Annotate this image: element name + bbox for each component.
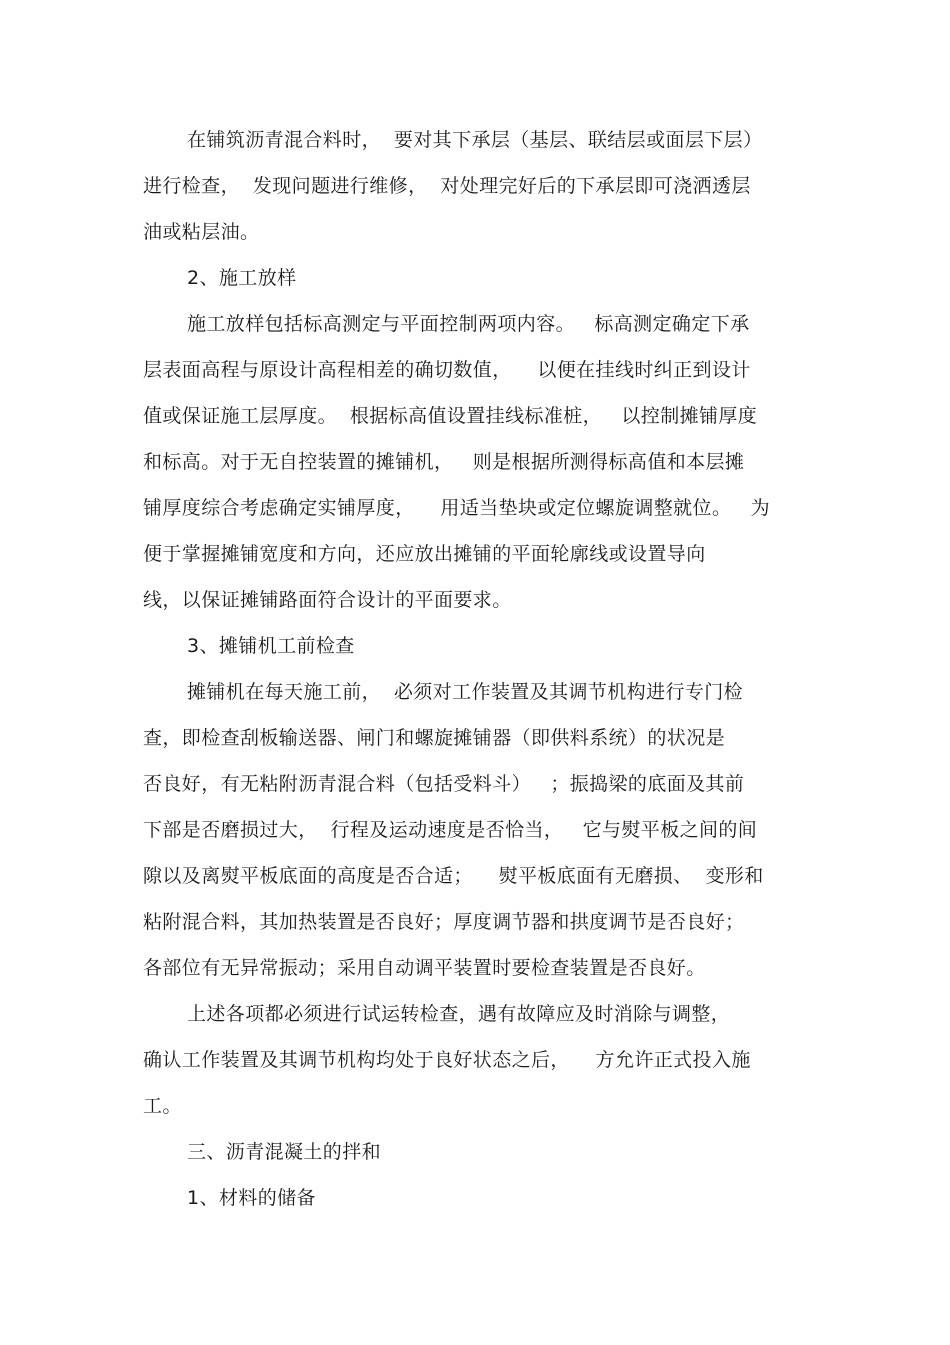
paragraph-line: 确认工作装置及其调节机构均处于良好状态之后， 方允许正式投入施 — [143, 1049, 751, 1071]
paragraph-line: 和标高。对于无自控装置的摊铺机， 则是根据所测得标高值和本层摊 — [143, 451, 745, 473]
paragraph-line: 各部位有无异常振动；采用自动调平装置时要检查装置是否良好。 — [143, 957, 706, 979]
paragraph-line: 在铺筑沥青混合料时， 要对其下承层（基层、联结层或面层下层） — [187, 129, 763, 151]
paragraph-line: 值或保证施工层厚度。 根据标高值设置挂线标准桩， 以控制摊铺厚度 — [143, 405, 758, 427]
paragraph-line: 粘附混合料，其加热装置是否良好；厚度调节器和拱度调节是否良好； — [143, 911, 745, 933]
paragraph-line: 上述各项都必须进行试运转检查，遇有故障应及时消除与调整， — [187, 1003, 731, 1025]
paragraph-line: 进行检查， 发现问题进行维修， 对处理完好后的下承层即可浇洒透层 — [143, 175, 751, 197]
section-heading: 3、摊铺机工前检查 — [187, 635, 355, 657]
section-heading: 1、材料的储备 — [187, 1187, 316, 1209]
paragraph-line: 摊铺机在每天施工前， 必须对工作装置及其调节机构进行专门检 — [187, 681, 744, 703]
section-heading: 2、施工放样 — [187, 267, 297, 289]
paragraph-line: 层表面高程与原设计高程相差的确切数值， 以便在挂线时纠正到设计 — [143, 359, 751, 381]
paragraph-line: 否良好，有无粘附沥青混合料（包括受料斗） ；振捣梁的底面及其前 — [143, 773, 745, 795]
section-heading: 三、沥青混凝土的拌和 — [187, 1141, 382, 1163]
paragraph-line: 查，即检查刮板输送器、闸门和螺旋摊铺器（即供料系统）的状况是 — [143, 727, 726, 749]
paragraph-line: 下部是否磨损过大， 行程及运动速度是否恰当， 它与熨平板之间的间 — [143, 819, 758, 841]
paragraph-line: 铺厚度综合考虑确定实铺厚度， 用适当垫块或定位螺旋调整就位。 为 — [143, 497, 771, 519]
paragraph-line: 线，以保证摊铺路面符合设计的平面要求。 — [143, 589, 512, 611]
paragraph-line: 油或粘层油。 — [143, 221, 260, 243]
paragraph-line: 施工放样包括标高测定与平面控制两项内容。 标高测定确定下承 — [187, 313, 750, 335]
paragraph-line: 便于掌握摊铺宽度和方向，还应放出摊铺的平面轮廓线或设置导向 — [143, 543, 706, 565]
paragraph-line: 隙以及离熨平板底面的高度是否合适； 熨平板底面有无磨损、 变形和 — [143, 865, 764, 887]
paragraph-line: 工。 — [143, 1095, 182, 1117]
